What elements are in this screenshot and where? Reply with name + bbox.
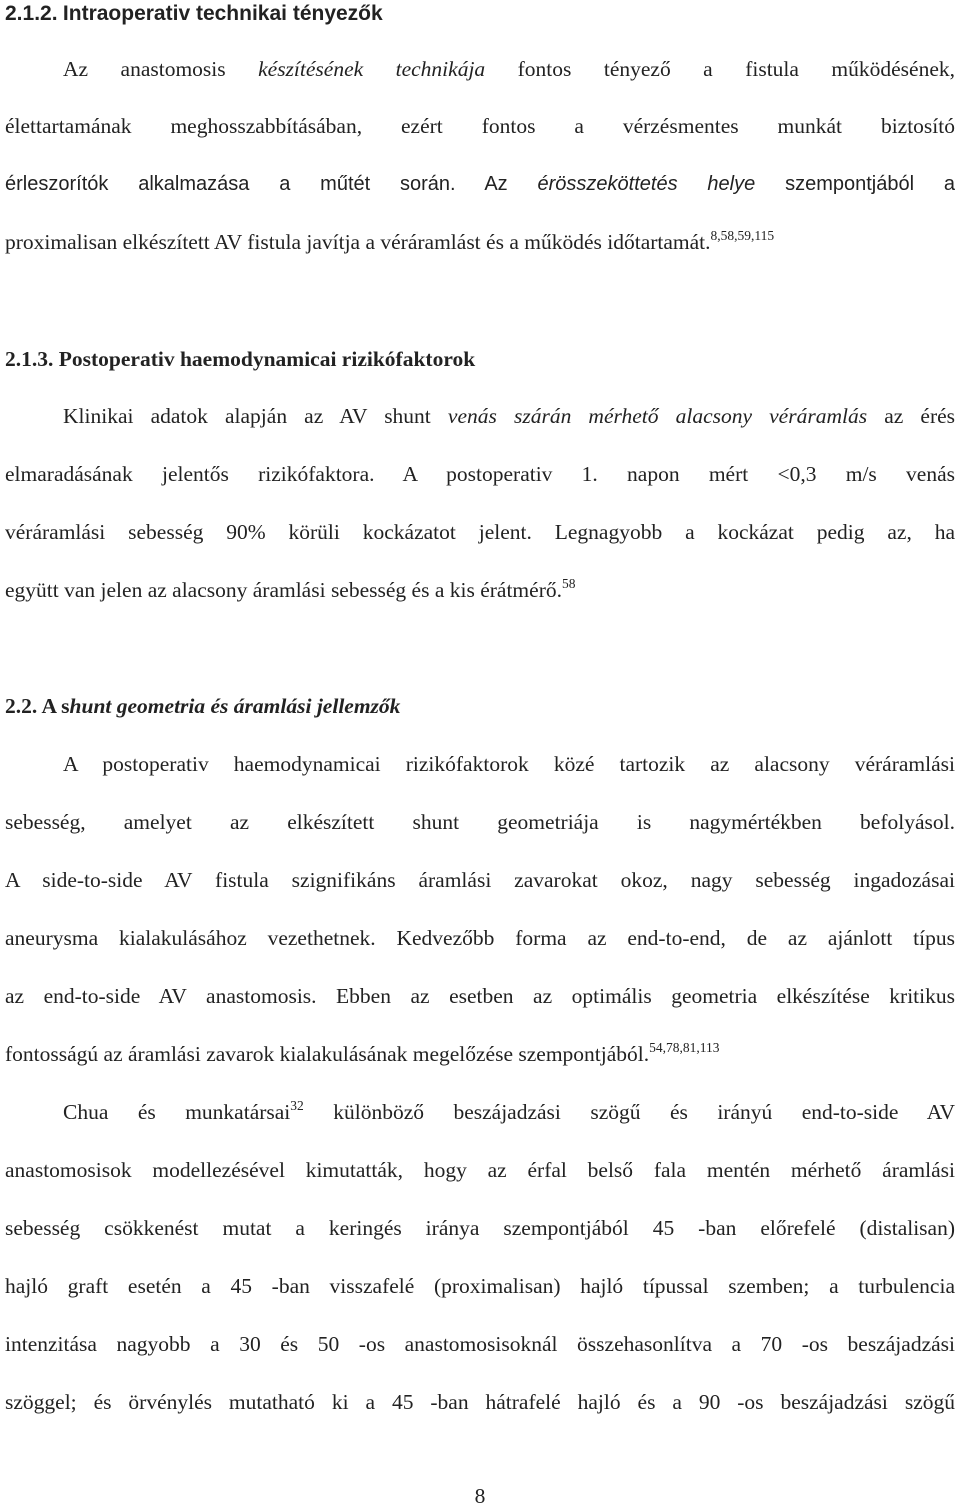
section-heading-2-1-2 [5,3,383,25]
paragraph-line: sebesség, amelyet az elkészített shunt geometriája is nagymértékben befolyásol. [5,810,955,834]
emphasis-text: készítésének technikája [258,57,486,81]
paragraph-line: véráramlási sebesség 90% körüli kockázatot jelent. Legnagyobb a kockázat pedig az, ha [5,520,955,544]
section-number: 2.1.2. [5,2,58,25]
paragraph-line: A postoperativ haemodynamicai rizikófaktorok közé tartozik az alacsony véráramlási [63,752,955,776]
paragraph-line: Klinikai adatok alapján az AV shunt venás szárán mérhető alacsony véráramlás az érés [63,404,956,428]
paragraph-line: hajló graft esetén a 45 -ban visszafelé (proximalisan) hajló típussal szemben; a turbulencia [5,1274,955,1298]
paragraph-line: A side-to-side AV fistula szignifikáns áramlási zavarokat okoz, nagy sebesség ingadozásai [5,868,955,892]
section-title: Intraoperativ technikai tényezők [62,2,383,25]
page-number: 8 [474,1484,486,1508]
paragraph-line: az end-to-side AV anastomosis. Ebben az esetben az optimális geometria elkészítése kritikus [5,984,955,1008]
paragraph-line: anastomosisok modellezésével kimutatták, hogy az érfal belső fala mentén mérhető áramlási [5,1158,955,1182]
paragraph-line: Chua és munkatársai$^{32}$ különböző beszájadzási szögű és irányú end-to-side AV [63,1098,955,1124]
paragraph-line: aneurysma kialakulásához vezethetnek. Kedvezőbb forma az end-to-end, de az ajánlott típus [5,926,955,950]
section-title: A shunt geometria és áramlási jellemzők [41,694,401,718]
section-number: 2.1.3. [5,347,54,371]
section-heading-2-1-3 [5,349,475,371]
paragraph-line: proximalisan elkészített AV fistula javítja a véráramlást és a működés időtartamát.$^{8,58,59,115}$ [5,228,775,254]
citation-superscript: 8,58,59,115 [710,228,775,243]
paragraph-line: Az anastomosis készítésének technikája fontos tényező a fistula működésének, [63,57,955,81]
paragraph-line: sebesség csökkenést mutat a keringés iránya szempontjából 45 -ban előrefelé (distalisan) [5,1216,955,1240]
paragraph-line: intenzitása nagyobb a 30 és 50 -os anastomosisoknál összehasonlítva a 70 -os beszájadzási [5,1332,955,1356]
section-number: 2.2. [5,694,38,718]
citation-superscript: 58 [561,576,576,591]
paragraph-line: szöggel; és örvénylés mutatható ki a 45 -ban hátrafelé hajló és a 90 -os beszájadzási szögű [5,1390,955,1414]
paragraph-line: elmaradásának jelentős rizikófaktora. A postoperativ 1. napon mért <0,3 m/s venás [5,462,955,486]
emphasis-text: venás szárán mérhető alacsony véráramlás [447,404,868,428]
paragraph-line: élettartamának meghosszabbításában, ezért fontos a vérzésmentes munkát biztosító [5,114,955,138]
paragraph-line: érleszorítók alkalmazása a műtét során. Az érösszeköttetés helye szempontjából a [5,173,955,195]
citation-superscript: 32 [290,1098,304,1113]
citation-superscript: 54,78,81,113 [649,1040,720,1055]
section-heading-2-2 [5,696,400,718]
paragraph-line: fontosságú az áramlási zavarok kialakulásának megelőzése szempontjából.$^{54,78,81,113}$ [5,1040,720,1066]
section-title: Postoperativ haemodynamicai rizikófaktorok [58,347,476,371]
emphasis-text: érösszeköttetés helye [537,173,756,195]
paragraph-line: együtt van jelen az alacsony áramlási sebesség és a kis érátmérő.$^{58}$ [5,576,576,602]
